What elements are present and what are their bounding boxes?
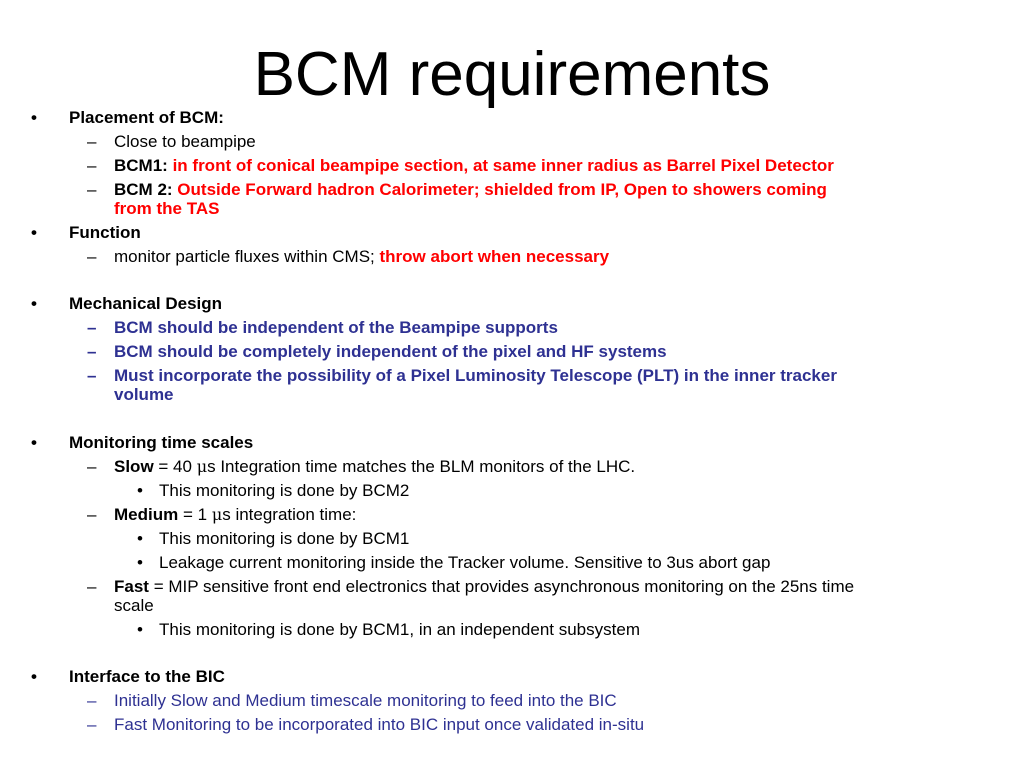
- function-item-1-highlight: throw abort when necessary: [379, 247, 610, 266]
- bcm2-description-cont: from the TAS: [114, 199, 220, 218]
- fast-sub-1: [137, 620, 640, 639]
- dash-marker: –: [87, 457, 97, 476]
- medium-sub-1-text: This monitoring is done by BCM1: [159, 529, 410, 548]
- bullet-marker: •: [137, 529, 143, 548]
- bullet-marker: •: [137, 620, 143, 639]
- interface-item-1: [87, 691, 617, 710]
- bullet-mechanical: [31, 294, 223, 313]
- bcm2-label: BCM 2:: [114, 180, 173, 199]
- dash-marker: –: [87, 180, 97, 199]
- bullet-marker: •: [137, 481, 143, 500]
- dash-marker: –: [87, 715, 97, 734]
- bcm1-label: BCM1:: [114, 156, 168, 175]
- mechanical-item-1-text: BCM should be independent of the Beampipe supports: [114, 318, 558, 337]
- bullet-marker: •: [31, 294, 37, 313]
- fast-label: Fast: [114, 577, 149, 596]
- dash-marker: –: [87, 342, 97, 361]
- medium-description: s integration time:: [222, 505, 357, 524]
- bullet-monitoring: [31, 433, 254, 452]
- bcm1-description: in front of conical beampipe section, at same inner radius as Barrel Pixel Detector: [172, 156, 834, 175]
- medium-equals: = 1: [182, 505, 208, 524]
- placement-item-2: [87, 156, 834, 175]
- fast-description: = MIP sensitive front end electronics that provides asynchronous monitoring on the 25ns time: [153, 577, 855, 596]
- dash-marker: –: [87, 247, 97, 266]
- mechanical-item-3-cont: volume: [114, 385, 174, 404]
- dash-marker: –: [87, 318, 97, 337]
- fast-description-cont: scale: [114, 596, 154, 615]
- interface-item-1-text: Initially Slow and Medium timescale monitoring to feed into the BIC: [114, 691, 617, 710]
- dash-marker: –: [87, 156, 97, 175]
- medium-sub-2-text: Leakage current monitoring inside the Tracker volume. Sensitive to 3us abort gap: [159, 553, 771, 572]
- dash-marker: –: [87, 691, 97, 710]
- medium-sub-2: [137, 553, 771, 572]
- function-heading: Function: [69, 223, 141, 242]
- bullet-placement: [31, 108, 224, 127]
- slow-equals: = 40: [158, 457, 192, 476]
- bullet-function: [31, 223, 141, 242]
- bullet-interface: [31, 667, 225, 686]
- fast-sub-1-text: This monitoring is done by BCM1, in an independent subsystem: [159, 620, 640, 639]
- slow-sub-1-text: This monitoring is done by BCM2: [159, 481, 410, 500]
- dash-marker: –: [87, 505, 97, 524]
- function-item-1-text: monitor particle fluxes within CMS;: [114, 247, 375, 266]
- medium-sub-1: [137, 529, 410, 548]
- dash-marker: –: [87, 366, 97, 385]
- dash-marker: –: [87, 577, 97, 596]
- slow-label: Slow: [114, 457, 154, 476]
- placement-item-3: [87, 180, 827, 199]
- mechanical-item-2: [87, 342, 667, 361]
- interface-item-2: [87, 715, 645, 734]
- medium-label: Medium: [114, 505, 179, 524]
- mechanical-item-2-text: BCM should be completely independent of the pixel and HF systems: [114, 342, 667, 361]
- slide-title: BCM requirements: [253, 40, 771, 109]
- bullet-marker: •: [31, 108, 37, 127]
- bullet-marker: •: [137, 553, 143, 572]
- placement-heading: Placement of BCM:: [69, 108, 224, 127]
- dash-marker: –: [87, 132, 97, 151]
- monitoring-heading: Monitoring time scales: [69, 433, 254, 452]
- bullet-marker: •: [31, 667, 37, 686]
- monitoring-slow: [87, 457, 636, 476]
- placement-item-1-text: Close to beampipe: [114, 132, 256, 151]
- bcm2-description: Outside Forward hadron Calorimeter; shielded from IP, Open to showers coming: [177, 180, 827, 199]
- bullet-marker: •: [31, 433, 37, 452]
- mechanical-item-3: [87, 366, 837, 385]
- placement-item-1: [87, 132, 256, 151]
- bullet-marker: •: [31, 223, 37, 242]
- mechanical-item-1: [87, 318, 558, 337]
- mechanical-heading: Mechanical Design: [69, 294, 223, 313]
- monitoring-fast: [87, 577, 855, 596]
- monitoring-medium: [87, 505, 357, 524]
- mu-symbol: μ: [211, 505, 223, 524]
- mechanical-item-3-text: Must incorporate the possibility of a Pixel Luminosity Telescope (PLT) in the inner tracker: [114, 366, 837, 385]
- slow-sub-1: [137, 481, 410, 500]
- mu-symbol: μ: [196, 457, 208, 476]
- interface-item-2-text: Fast Monitoring to be incorporated into BIC input once validated in-situ: [114, 715, 645, 734]
- slow-description: s Integration time matches the BLM monitors of the LHC.: [207, 457, 636, 476]
- function-item-1: [87, 247, 610, 266]
- interface-heading: Interface to the BIC: [69, 667, 225, 686]
